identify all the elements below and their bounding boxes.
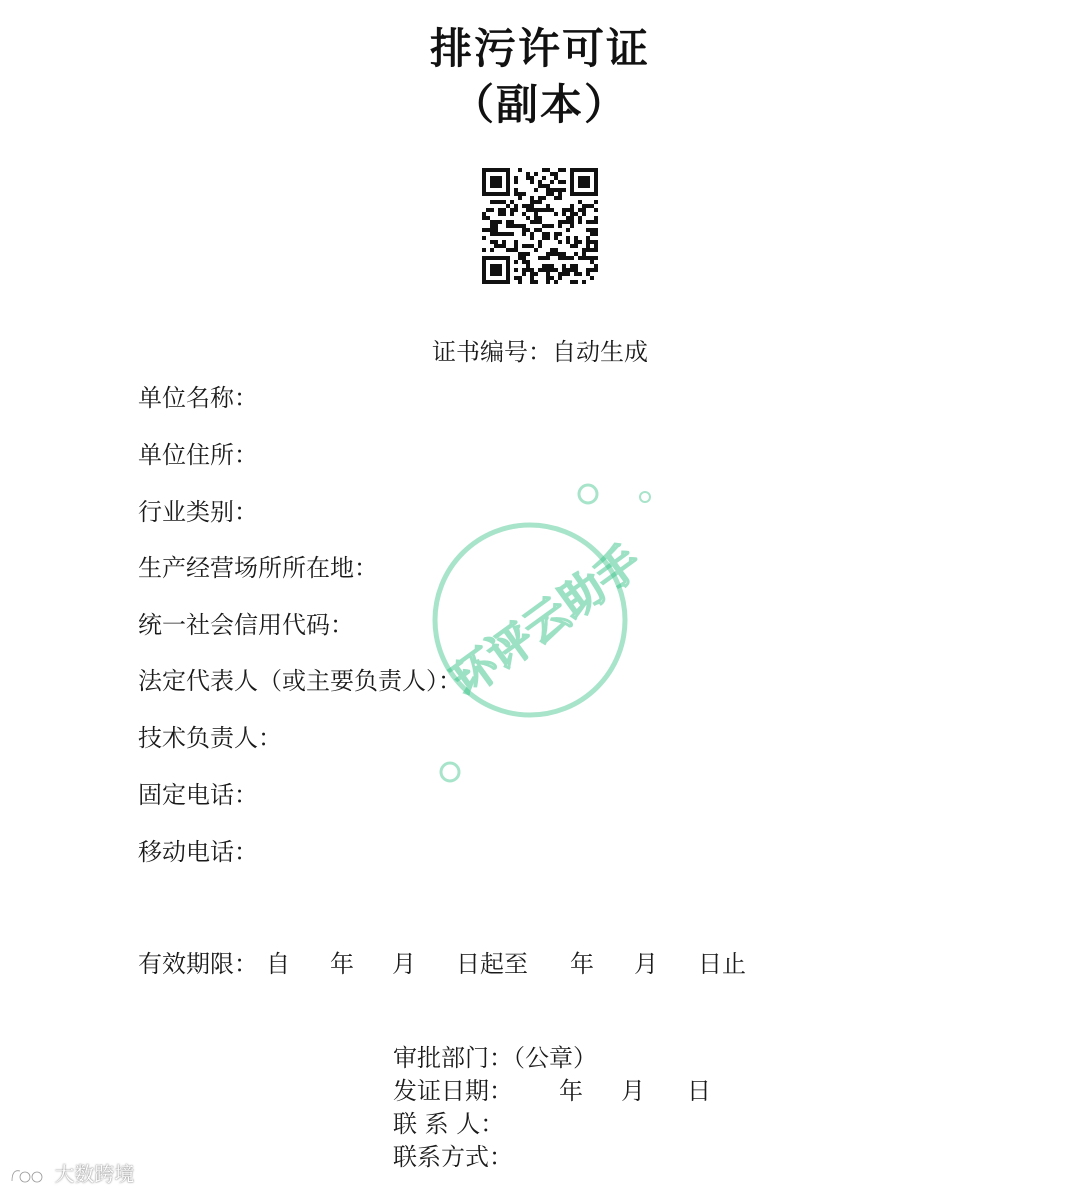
contact-person: 联 系 人： xyxy=(393,1110,505,1138)
stamp-icon xyxy=(420,470,690,790)
validity-month-end: 月 xyxy=(634,950,658,978)
issue-year: 年 xyxy=(559,1077,583,1105)
validity-from: 自 xyxy=(266,950,290,978)
validity-month-start: 月 xyxy=(392,950,416,978)
stamp-text: 环评云助手 xyxy=(442,535,651,707)
field-unit-address: 单位住所： xyxy=(138,441,258,469)
validity-day-start: 日起至 xyxy=(456,950,528,978)
contact-method: 联系方式： xyxy=(393,1143,513,1171)
field-landline: 固定电话： xyxy=(138,781,258,809)
validity-year-start: 年 xyxy=(330,950,354,978)
issue-date-label: 发证日期： xyxy=(393,1077,513,1105)
watermark xyxy=(8,1158,134,1187)
qr-code-icon xyxy=(482,168,598,284)
issue-day: 日 xyxy=(687,1077,711,1105)
field-site-location: 生产经营场所所在地： xyxy=(138,554,378,582)
watermark-text: 大数跨境 xyxy=(54,1162,135,1186)
field-legal-representative: 法定代表人（或主要负责人）： xyxy=(138,667,462,695)
validity-day-end: 日止 xyxy=(698,950,746,978)
field-credit-code: 统一社会信用代码： xyxy=(138,611,354,639)
field-unit-name: 单位名称： xyxy=(138,384,258,412)
issue-month: 月 xyxy=(621,1077,645,1105)
document-subtitle: （副本） xyxy=(451,80,628,129)
field-industry: 行业类别： xyxy=(138,498,258,526)
approval-authority: 审批部门：（公章） xyxy=(393,1044,597,1072)
certificate-number: 证书编号：自动生成 xyxy=(432,338,648,366)
watermark-logo-icon xyxy=(8,1165,48,1187)
document-title: 排污许可证 xyxy=(429,24,650,73)
field-technical-lead: 技术负责人： xyxy=(138,724,282,752)
validity-label: 有效期限： xyxy=(138,950,258,978)
field-mobile: 移动电话： xyxy=(138,838,258,866)
validity-year-end: 年 xyxy=(570,950,594,978)
